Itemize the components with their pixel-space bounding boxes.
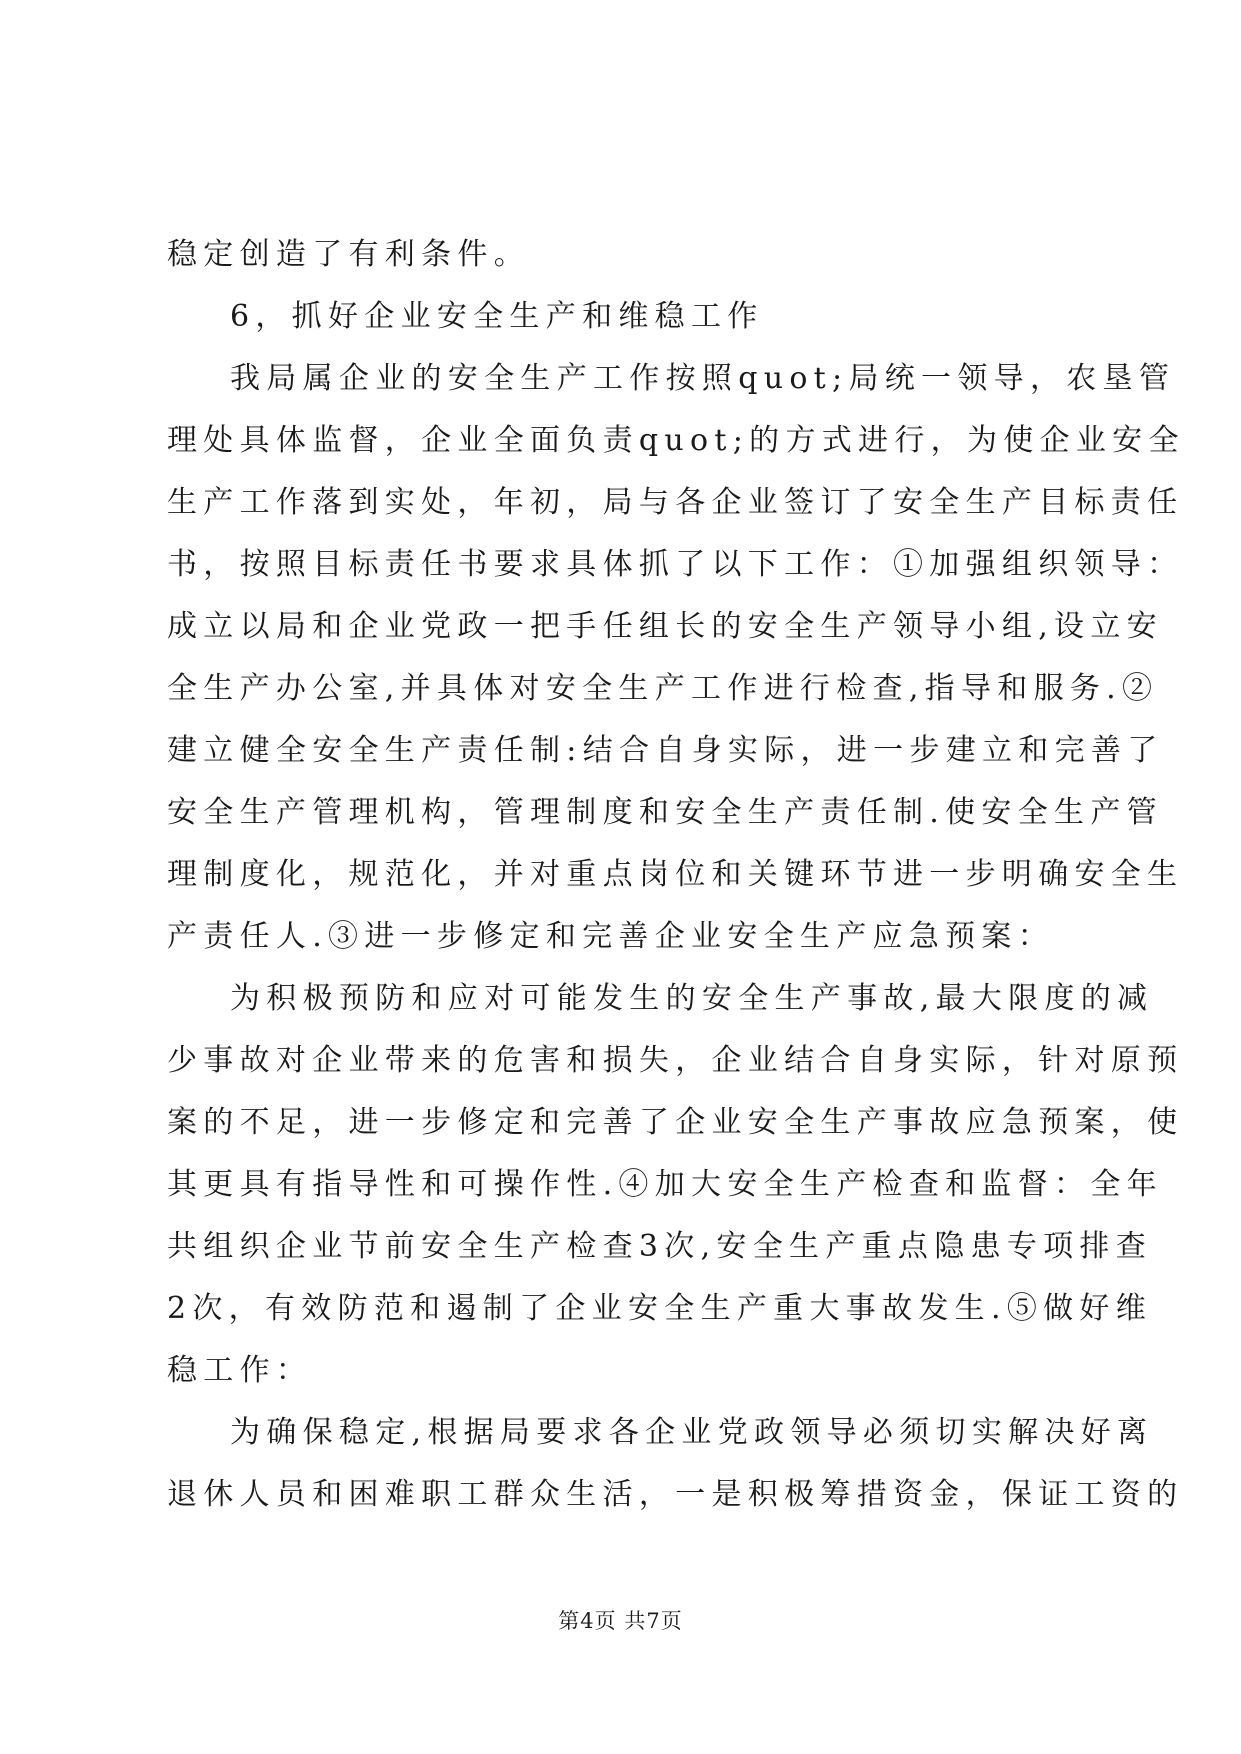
page-number-footer: 第4页 共7页 — [558, 1609, 683, 1633]
text-line: 安全生产管理机构，管理制度和安全生产责任制.使安全生产管 — [167, 795, 1163, 830]
text-line: 建立健全安全生产责任制:结合自身实际，进一步建立和完善了 — [167, 733, 1164, 768]
text-line: 全生产办公室,并具体对安全生产工作进行检查,指导和服务.② — [167, 671, 1159, 706]
text-line: 案的不足，进一步修定和完善了企业安全生产事故应急预案，使 — [167, 1105, 1184, 1140]
text-line: 共组织企业节前安全生产检查3次,安全生产重点隐患专项排查 — [167, 1229, 1153, 1264]
text-line: 我局属企业的安全生产工作按照quot;局统一领导，农垦管 — [230, 361, 1176, 396]
text-line: 其更具有指导性和可操作性.④加大安全生产检查和监督：全年 — [167, 1167, 1163, 1202]
text-line: 为确保稳定,根据局要求各企业党政领导必须切实解决好离 — [230, 1415, 1154, 1450]
text-line: 理处具体监督，企业全面负责quot;的方式进行，为使企业安全 — [167, 423, 1185, 458]
section-heading: 6，抓好企业安全生产和维稳工作 — [230, 299, 764, 334]
text-line: 为积极预防和应对可能发生的安全生产事故,最大限度的减 — [230, 981, 1154, 1016]
text-line: 稳工作： — [167, 1353, 313, 1388]
text-line: 少事故对企业带来的危害和损失，企业结合自身实际，针对原预 — [167, 1043, 1184, 1078]
text-line: 生产工作落到实处，年初，局与各企业签订了安全生产目标责任 — [167, 485, 1184, 520]
text-line: 产责任人.③进一步修定和完善企业安全生产应急预案： — [167, 919, 1055, 954]
text-line: 成立以局和企业党政一把手任组长的安全生产领导小组,设立安 — [167, 609, 1163, 644]
text-line: 稳定创造了有利条件。 — [167, 237, 530, 272]
text-line: 理制度化，规范化，并对重点岗位和关键环节进一步明确安全生 — [167, 857, 1184, 892]
text-line: 书，按照目标责任书要求具体抓了以下工作：①加强组织领导： — [167, 547, 1184, 582]
text-line: 退休人员和困难职工群众生活，一是积极筹措资金，保证工资的 — [167, 1477, 1184, 1512]
text-line: 2次，有效防范和遏制了企业安全生产重大事故发生.⑤做好维 — [167, 1291, 1153, 1326]
